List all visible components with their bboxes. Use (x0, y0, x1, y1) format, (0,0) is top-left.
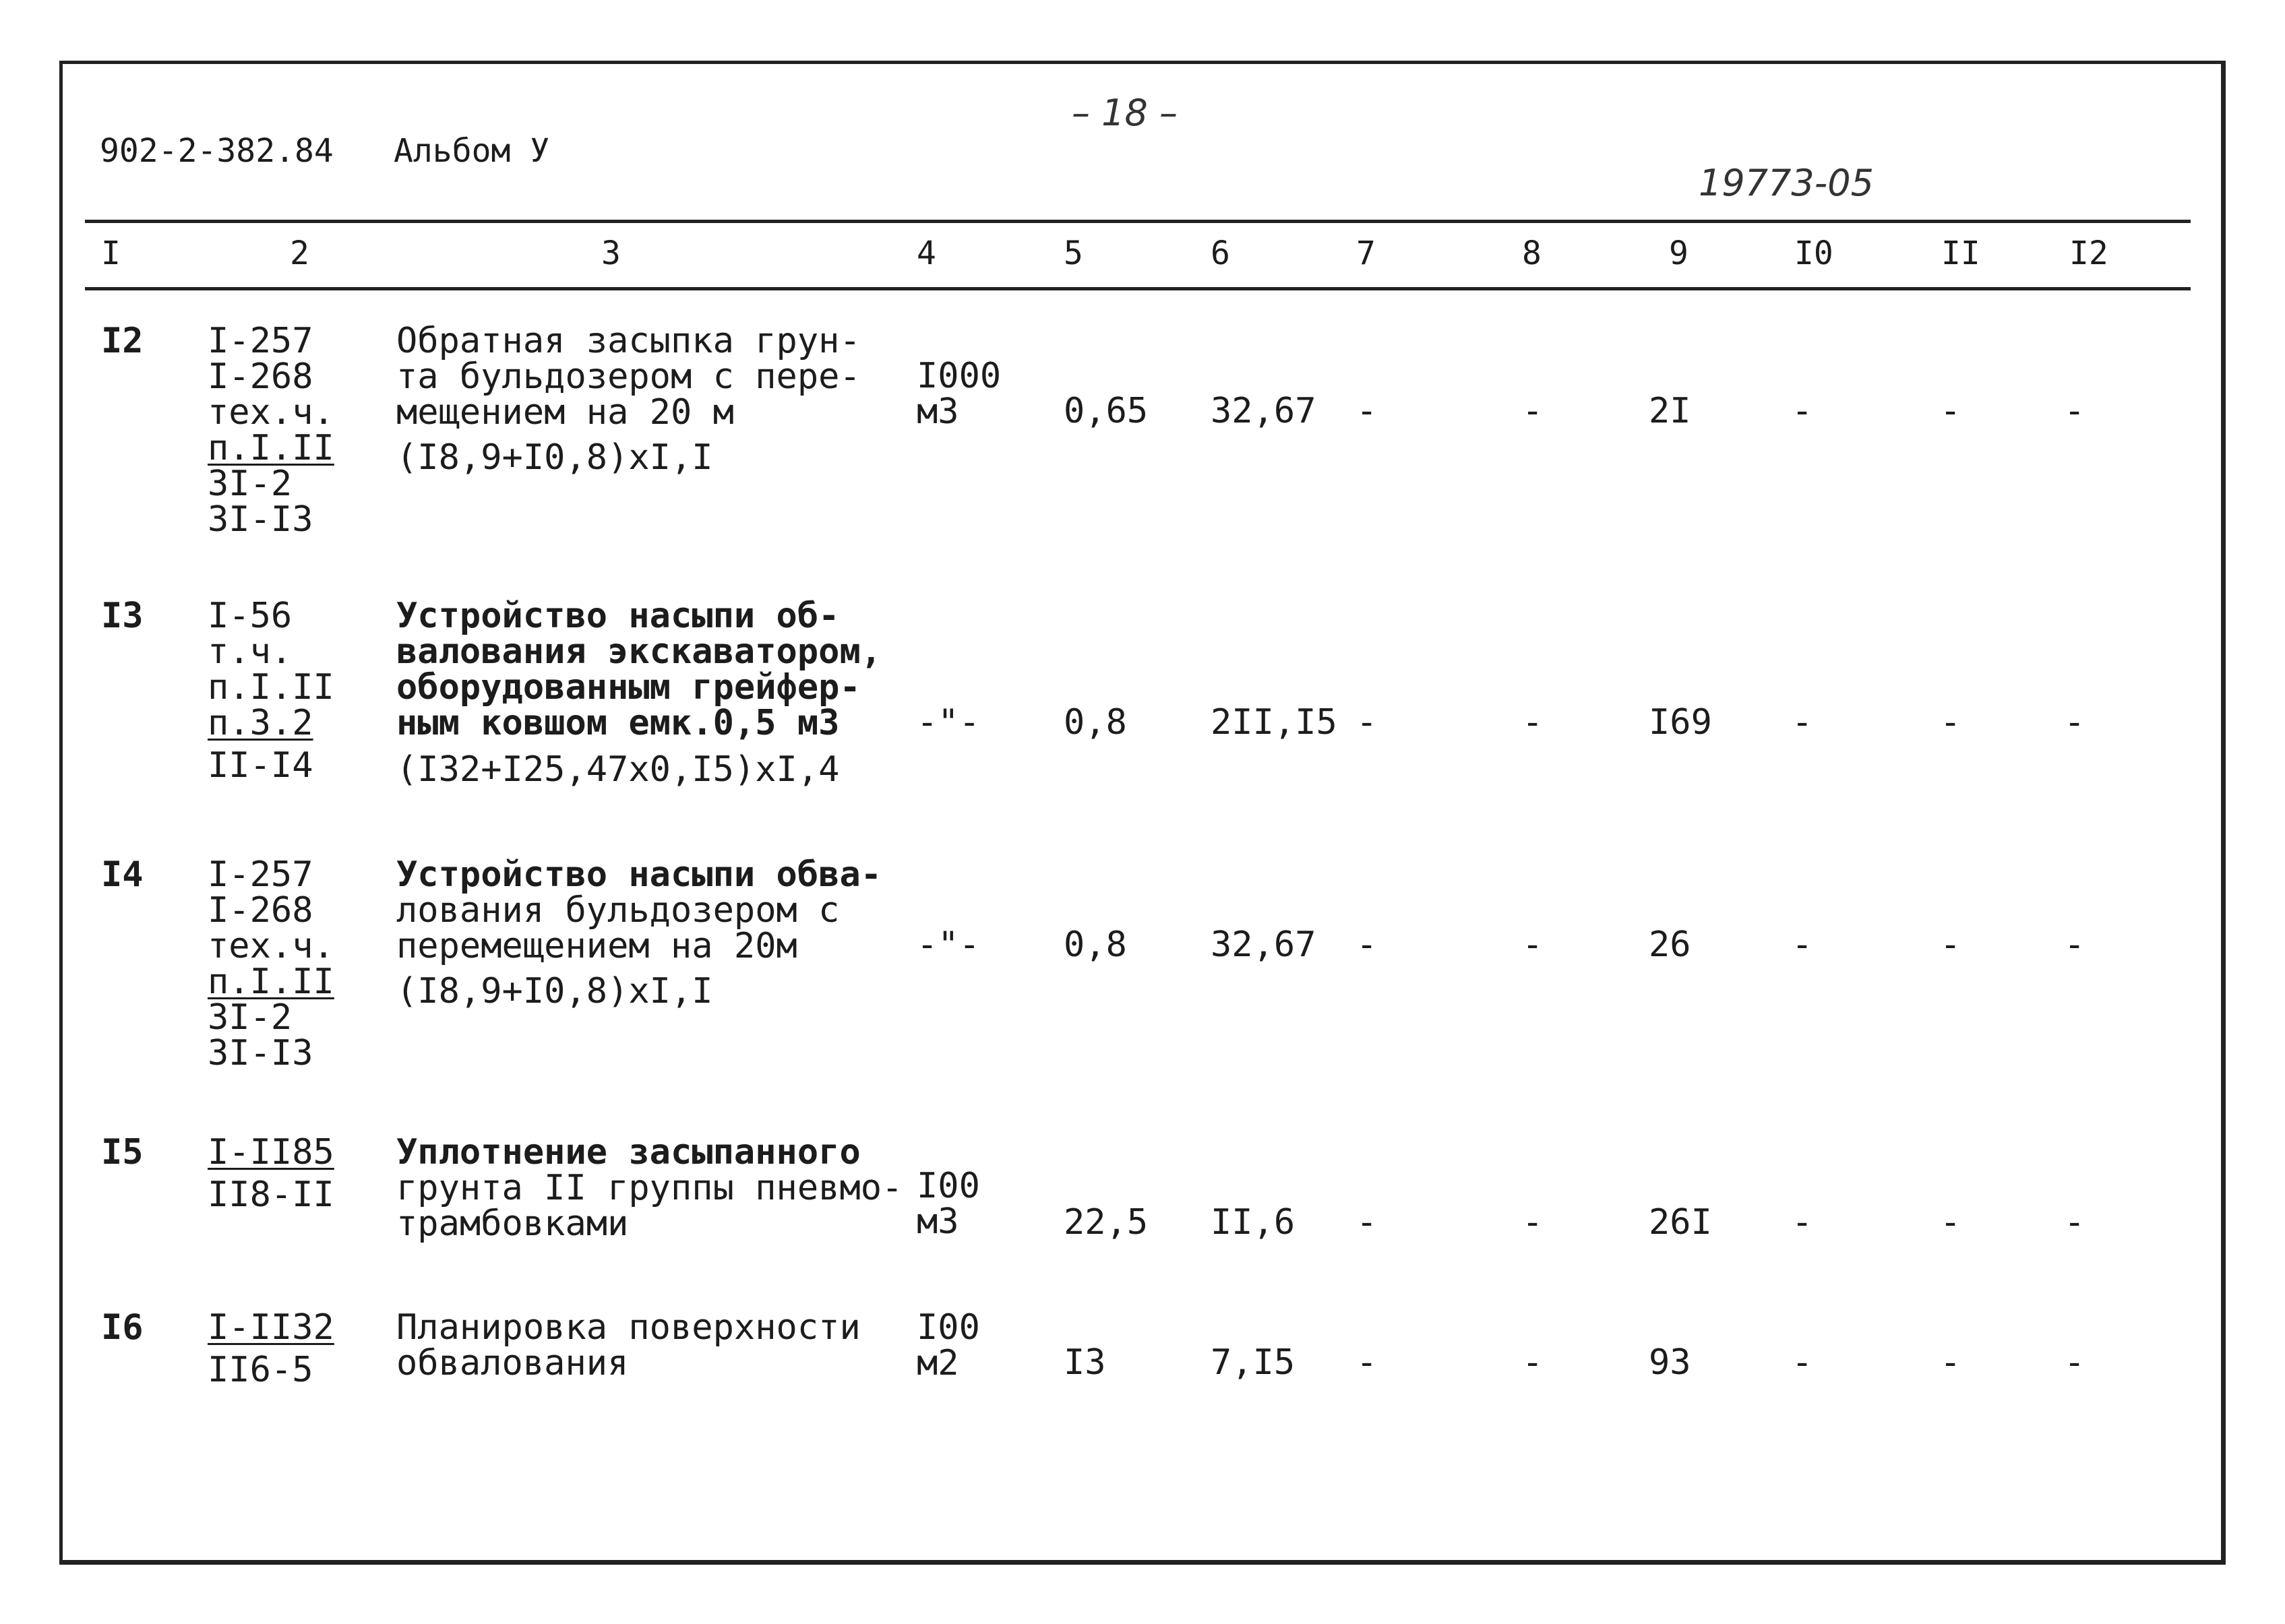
unit-line: I000 (917, 356, 1002, 396)
norm-ref: I-257 (208, 321, 313, 361)
col-header-1: I (101, 235, 121, 272)
col7-value: - (1356, 1202, 1378, 1243)
col-header-7: 7 (1356, 235, 1376, 272)
quantity: 0,65 (1064, 391, 1149, 431)
col7-value: - (1356, 925, 1378, 965)
norm-ref: п.I.II (208, 667, 334, 708)
norm-ref: II8-II (208, 1175, 334, 1215)
norm-ref-underlined: п.I.II (208, 428, 334, 468)
col-header-6: 6 (1211, 235, 1230, 272)
description-line: грунта II группы пневмо- (396, 1168, 903, 1208)
col7-value: - (1356, 1342, 1378, 1383)
norm-ref: II6-5 (208, 1350, 313, 1390)
unit-price: 32,67 (1211, 925, 1316, 965)
col-header-11: II (1941, 235, 1980, 272)
col9-value: I69 (1649, 702, 1712, 743)
col10-value: - (1792, 1202, 1813, 1243)
col-header-8: 8 (1522, 235, 1542, 272)
col-header-4: 4 (917, 235, 936, 272)
col9-value: 26 (1649, 925, 1691, 965)
unit-line: I00 (917, 1307, 980, 1348)
quantity: 22,5 (1064, 1202, 1149, 1243)
col11-value: - (1940, 702, 1961, 743)
unit-price: 32,67 (1211, 391, 1316, 431)
norm-ref: II-I4 (208, 745, 313, 786)
unit-line: -"- (917, 925, 980, 965)
col11-value: - (1940, 925, 1961, 965)
unit-line: I00 (917, 1166, 980, 1206)
unit-line: м3 (917, 1201, 959, 1242)
unit (917, 927, 980, 963)
col10-value: - (1792, 391, 1813, 431)
col9-value: 26I (1649, 1202, 1712, 1243)
description-line: Уплотнение засыпанного (396, 1132, 861, 1173)
col10-value: - (1792, 702, 1813, 743)
description-line: ным ковшом емк.0,5 м3 (396, 703, 840, 743)
formula: (I32+I25,47x0,I5)xI,4 (396, 749, 840, 790)
unit-line: м2 (917, 1343, 959, 1383)
work-description (396, 1132, 903, 1244)
unit-price: 2II,I5 (1211, 702, 1337, 743)
norm-ref: 3I-2 (208, 997, 293, 1038)
col7-value: - (1356, 391, 1378, 431)
col11-value: - (1940, 391, 1961, 431)
col-header-10: I0 (1794, 235, 1833, 272)
norm-ref: I-268 (208, 356, 313, 397)
unit-price: II,6 (1211, 1202, 1296, 1243)
col11-value: - (1940, 1342, 1961, 1383)
norm-refs (208, 323, 334, 538)
norm-ref: 3I-I3 (208, 499, 313, 540)
description-line: трамбовками (396, 1204, 629, 1244)
col-header-3: 3 (601, 235, 621, 272)
quantity: 0,8 (1064, 702, 1127, 743)
col11-value: - (1940, 1202, 1961, 1243)
unit-price: 7,I5 (1211, 1342, 1296, 1383)
album-label: Альбом У (394, 132, 550, 170)
col10-value: - (1792, 1342, 1813, 1383)
col-header-2: 2 (290, 235, 309, 272)
norm-refs (208, 1132, 334, 1215)
row-number: I3 (101, 596, 144, 636)
unit-line: м3 (917, 392, 959, 432)
norm-ref: I-257 (208, 854, 313, 895)
description-line: Планировка поверхности (396, 1307, 861, 1348)
col12-value: - (2064, 391, 2085, 431)
col8-value: - (1522, 1342, 1544, 1383)
description-line: Устройство насыпи обва- (396, 854, 882, 895)
norm-refs (208, 854, 334, 1073)
quantity: 0,8 (1064, 925, 1127, 965)
col12-value: - (2064, 925, 2085, 965)
row-number: I5 (101, 1132, 144, 1173)
sheet-code: 19773-05 (1699, 162, 1874, 204)
description-line: лования бульдозером с (396, 890, 840, 931)
unit-line: -"- (917, 702, 980, 743)
col12-value: - (2064, 1202, 2085, 1243)
unit (917, 358, 1001, 430)
formula: (I8,9+I0,8)xI,I (396, 971, 713, 1011)
page-frame (59, 61, 2226, 1565)
description-line: оборудованным грейфер- (396, 667, 861, 708)
col8-value: - (1522, 925, 1544, 965)
col8-value: - (1522, 702, 1544, 743)
page-number: – 18 – (1072, 92, 1178, 134)
norm-refs (208, 1307, 334, 1390)
doc-code: 902-2-382.84 (100, 132, 334, 170)
norm-ref: тех.ч. (208, 392, 334, 433)
unit (917, 1307, 980, 1383)
col-header-9: 9 (1669, 235, 1688, 272)
col10-value: - (1792, 925, 1813, 965)
norm-ref: I-268 (208, 890, 313, 931)
norm-ref: I-56 (208, 596, 293, 636)
norm-ref: 3I-I3 (208, 1033, 313, 1073)
work-description (396, 323, 861, 476)
header-top-rule (85, 220, 2191, 223)
col12-value: - (2064, 1342, 2085, 1383)
unit (917, 702, 980, 743)
description-line: мещением на 20 м (396, 392, 734, 433)
work-description (396, 854, 882, 1011)
description-line: Устройство насыпи об- (396, 596, 840, 636)
header-bottom-rule (85, 287, 2191, 290)
norm-refs (208, 598, 334, 784)
formula: (I8,9+I0,8)xI,I (396, 437, 713, 478)
col9-value: 93 (1649, 1342, 1691, 1383)
col8-value: - (1522, 391, 1544, 431)
row-number: I2 (101, 321, 144, 361)
work-description (396, 1307, 861, 1383)
norm-ref: тех.ч. (208, 926, 334, 966)
norm-ref: 3I-2 (208, 464, 293, 504)
col12-value: - (2064, 702, 2085, 743)
col7-value: - (1356, 702, 1378, 743)
description-line: перемещением на 20м (396, 926, 797, 966)
col-header-12: I2 (2069, 235, 2108, 272)
norm-ref: т.ч. (208, 631, 293, 672)
col-header-5: 5 (1064, 235, 1083, 272)
row-number: I4 (101, 854, 144, 895)
row-number: I6 (101, 1307, 144, 1348)
col8-value: - (1522, 1202, 1544, 1243)
quantity: I3 (1064, 1342, 1106, 1383)
col9-value: 2I (1649, 391, 1691, 431)
work-description (396, 598, 882, 788)
description-line: та бульдозером с пере- (396, 356, 861, 397)
description-line: обвалования (396, 1343, 629, 1383)
description-line: Обратная засыпка грун- (396, 321, 861, 361)
norm-ref-underlined: I-II85 (208, 1132, 334, 1173)
description-line: валования экскаватором, (396, 631, 882, 672)
norm-ref-underlined: п.3.2 (208, 703, 313, 743)
norm-ref-underlined: I-II32 (208, 1307, 334, 1348)
unit (917, 1168, 980, 1240)
norm-ref-underlined: п.I.II (208, 962, 334, 1002)
